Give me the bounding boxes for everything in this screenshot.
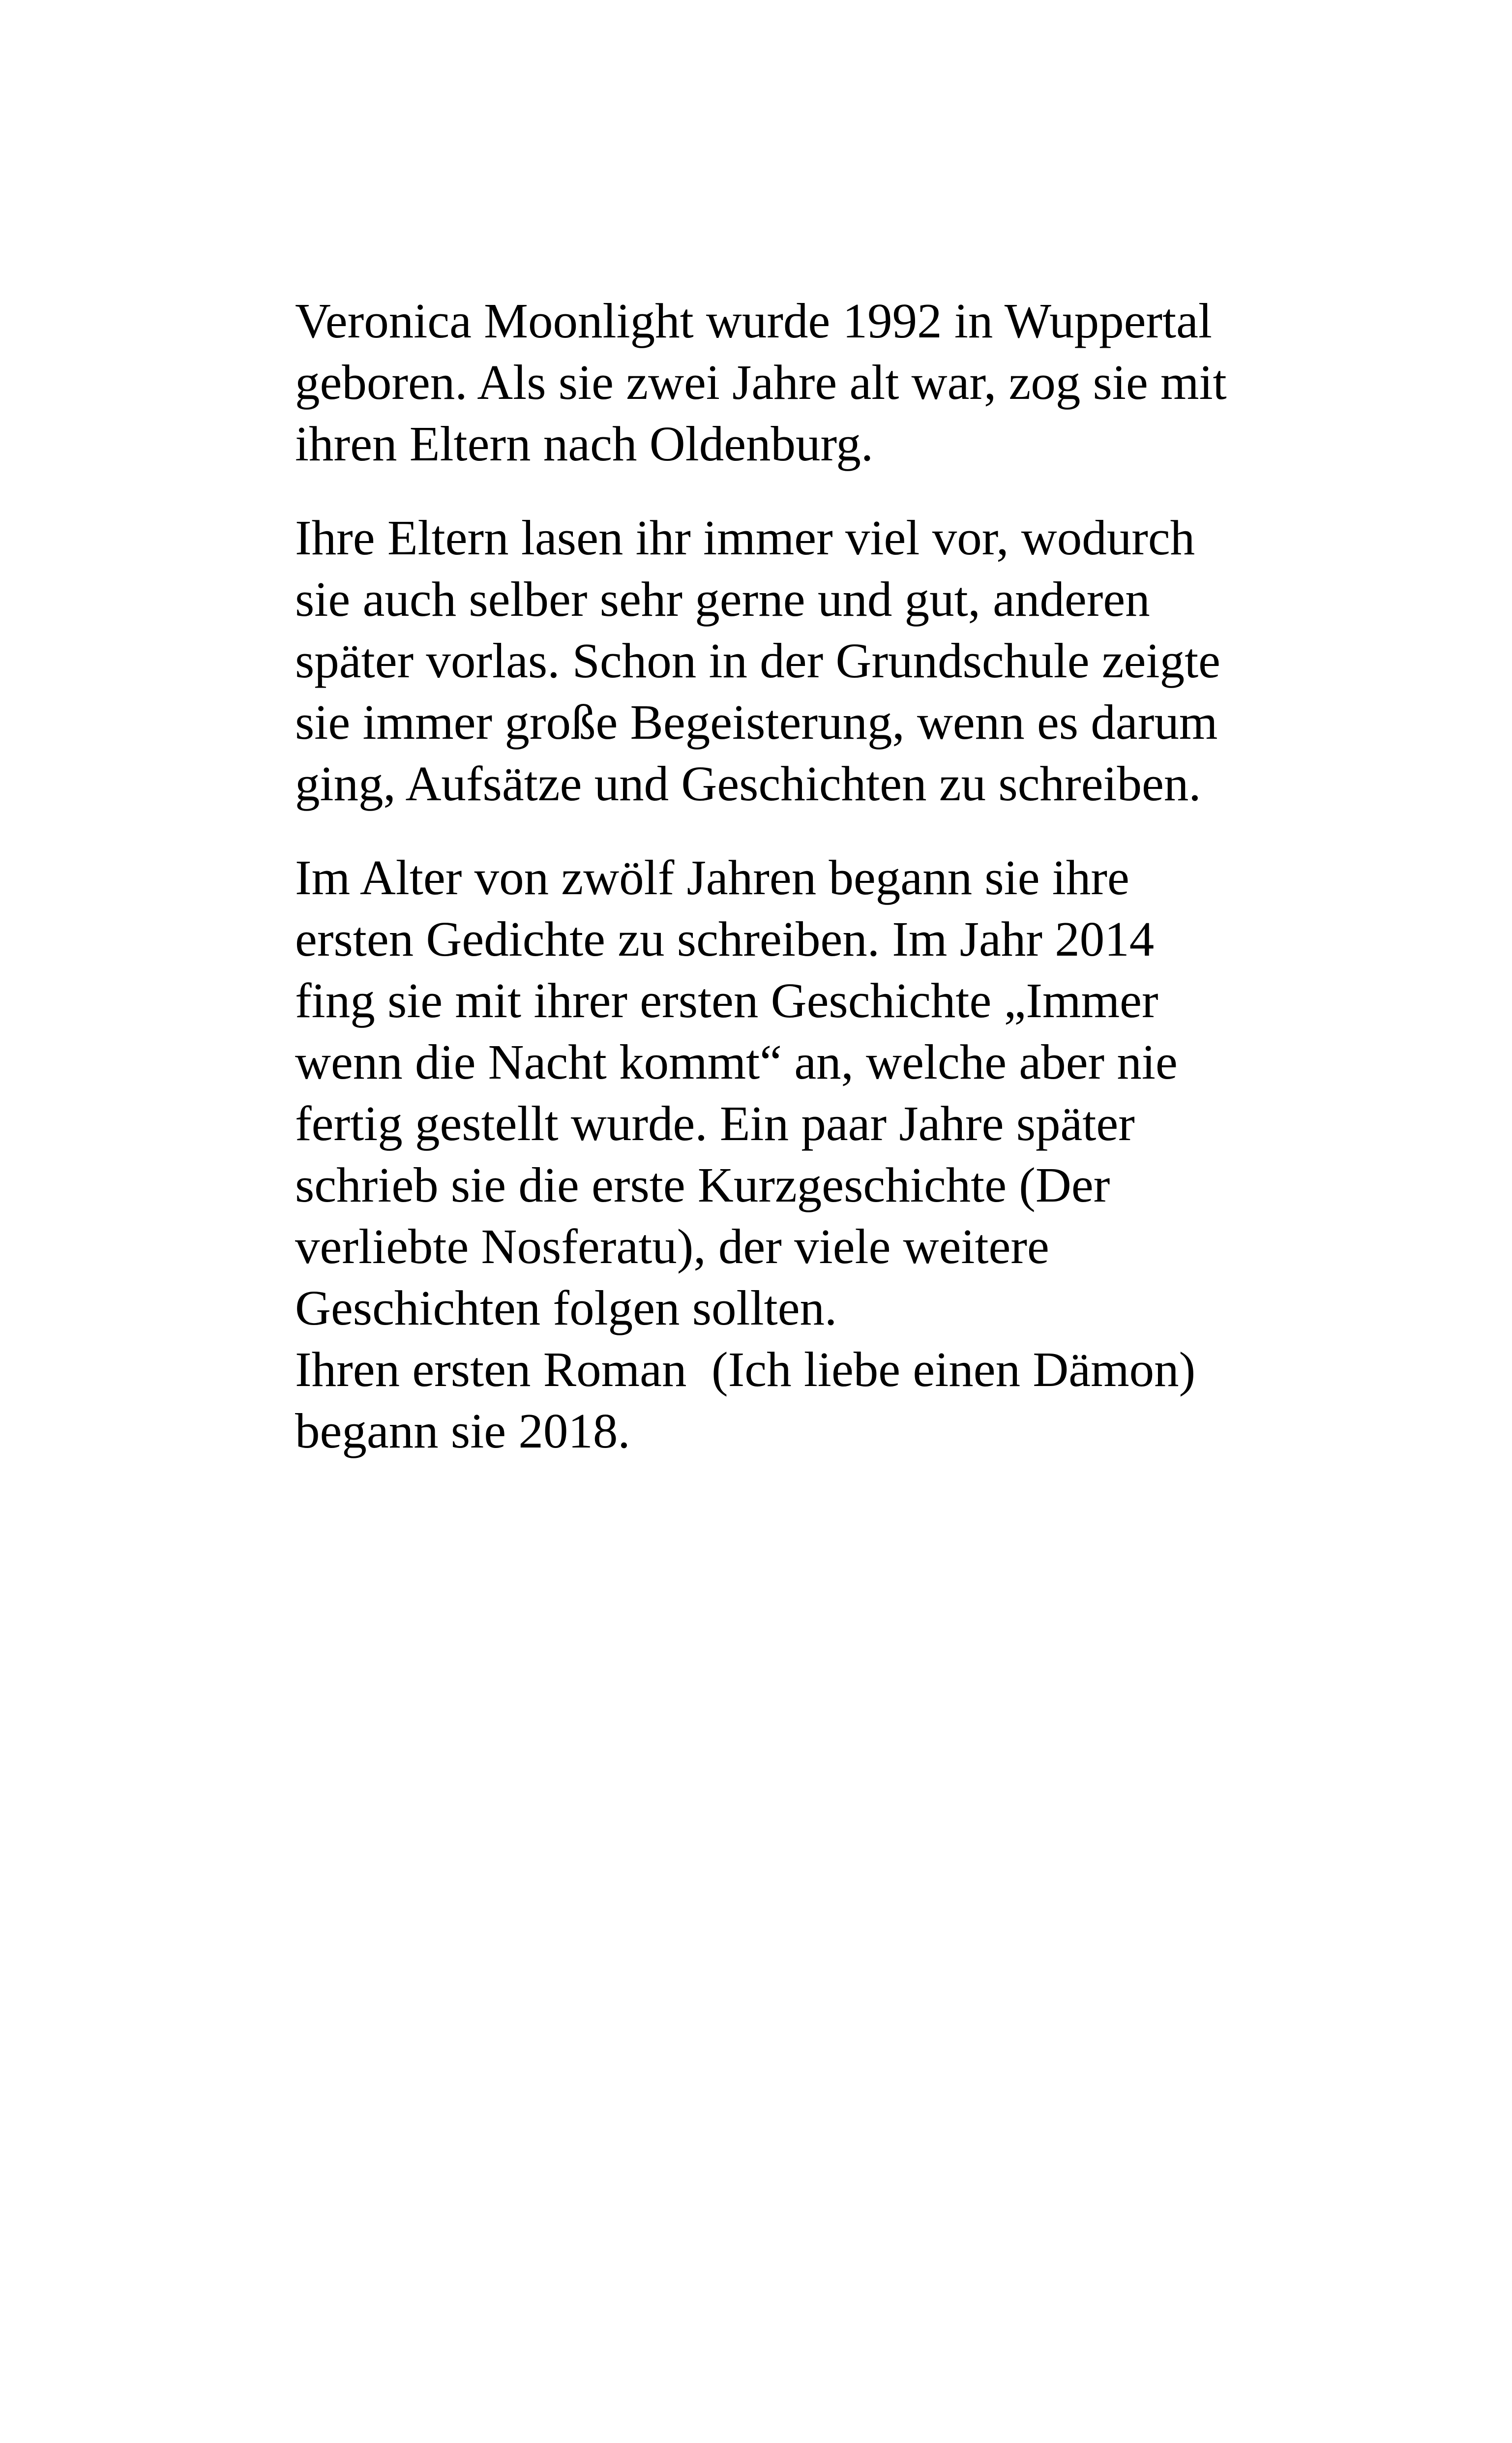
text-line: Ihren ersten Roman (Ich liebe einen Dämon) — [295, 1342, 1196, 1397]
biography-text — [295, 290, 1328, 1462]
paragraph-birth — [295, 290, 1328, 475]
text-line: Veronica Moonlight wurde 1992 in Wuppertal — [295, 293, 1212, 348]
text-line: Im Alter von zwölf Jahren begann sie ihre — [295, 850, 1129, 905]
text-line: schrieb sie die erste Kurzgeschichte (Der — [295, 1157, 1110, 1212]
text-line: später vorlas. Schon in der Grundschule zeigte — [295, 633, 1220, 688]
text-line: wenn die Nacht kommt“ an, welche aber nie — [295, 1034, 1178, 1089]
text-line: geboren. Als sie zwei Jahre alt war, zog sie mit — [295, 355, 1227, 410]
text-line: verliebte Nosferatu), der viele weitere — [295, 1219, 1049, 1274]
paragraph-childhood — [295, 507, 1328, 814]
text-line: sie immer große Begeisterung, wenn es darum — [295, 694, 1218, 750]
text-line: Ihre Eltern lasen ihr immer viel vor, wodurch — [295, 510, 1195, 565]
text-line: fertig gestellt wurde. Ein paar Jahre später — [295, 1096, 1135, 1151]
text-line: Geschichten folgen sollten. — [295, 1280, 837, 1335]
text-line: fing sie mit ihrer ersten Geschichte „Immer — [295, 973, 1158, 1028]
paragraph-writing — [295, 847, 1328, 1462]
text-line: ihren Eltern nach Oldenburg. — [295, 416, 874, 471]
text-line: begann sie 2018. — [295, 1403, 630, 1458]
text-line: ging, Aufsätze und Geschichten zu schreiben. — [295, 756, 1201, 811]
text-line: sie auch selber sehr gerne und gut, anderen — [295, 572, 1150, 627]
text-line: ersten Gedichte zu schreiben. Im Jahr 2014 — [295, 911, 1155, 966]
